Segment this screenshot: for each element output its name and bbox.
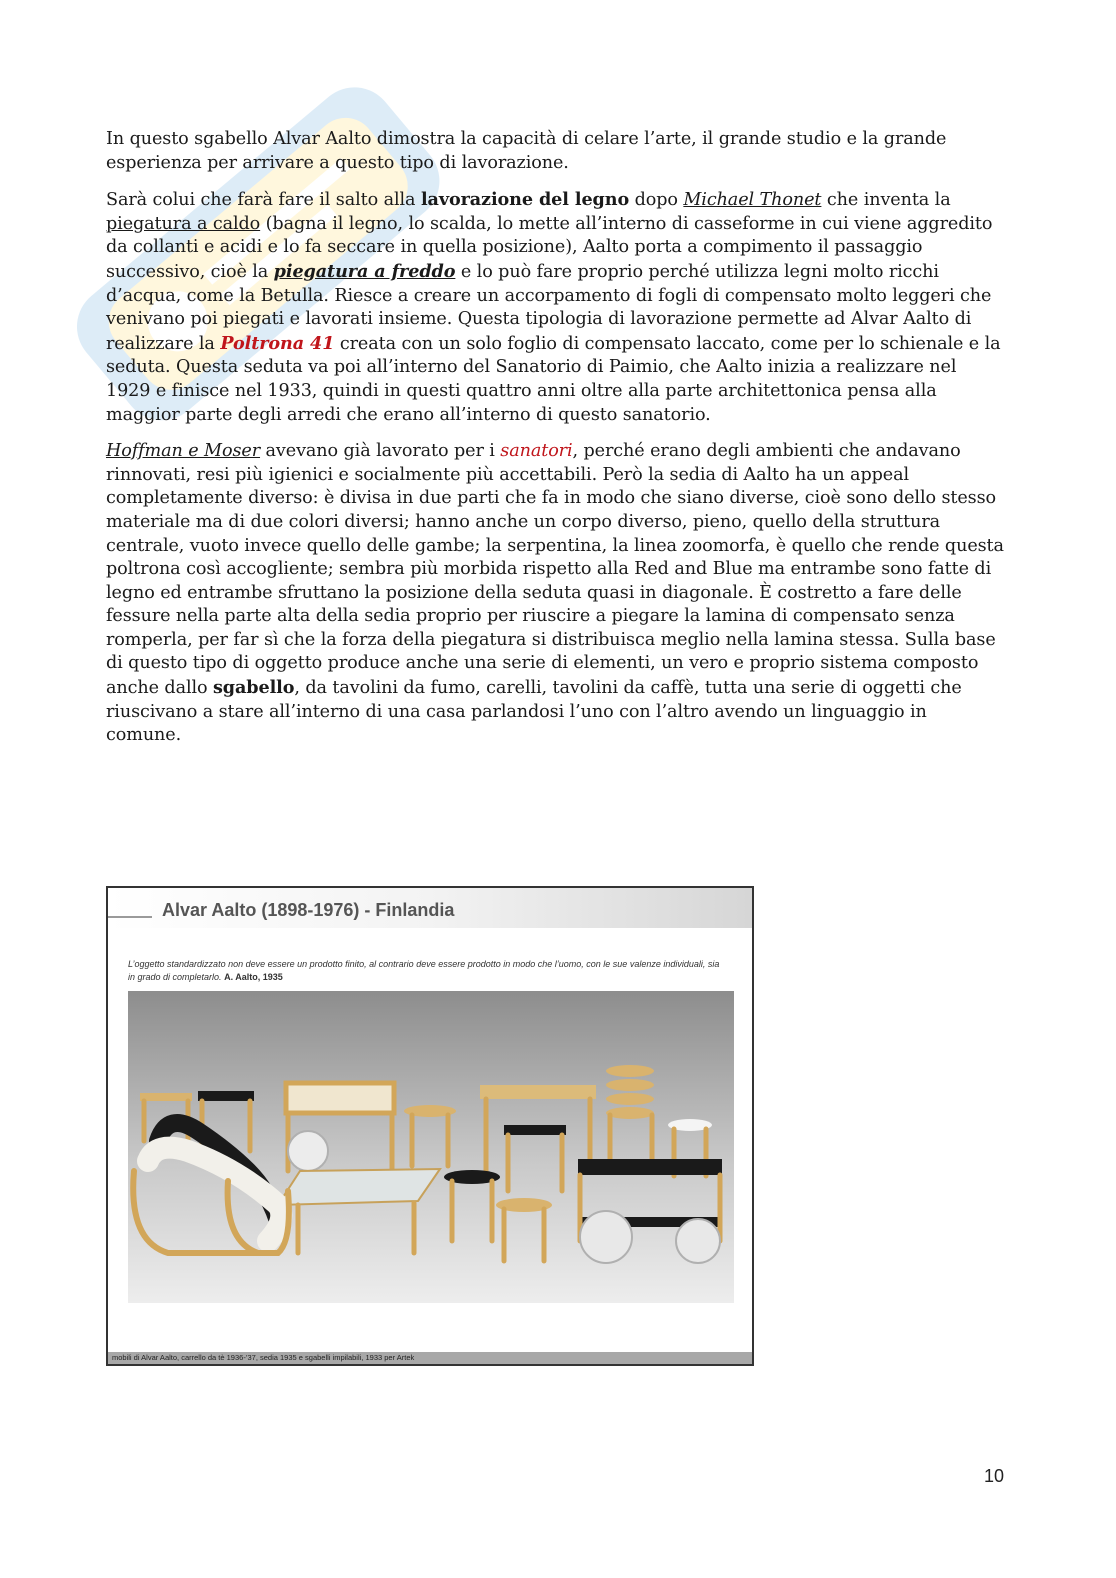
highlight-sanatori: sanatori bbox=[500, 441, 573, 462]
slide-header bbox=[108, 888, 752, 928]
paragraph-3: Hoffman e Moser avevano già lavorato per i sanatori, perché erano degli ambienti che andavano rinnovati, resi più igienici e socialmente più accettabili. Però la sedia di Aalto ha un appeal completamente diverso: è divisa in due parti che fa in modo che siano diverse, cioè sono dello stesso materiale ma di due colori diversi; hanno anche un corpo diverso, pieno, quello della struttura centrale, vuoto invece quello delle gambe; la serpentina, la linea zoomorfa, è quello che rende questa poltrona così accogliente; sembra più morbida rispetto alla Red and Blue ma entrambe sono fatte di legno ed entrambe sfruttano la posizione della seduta quasi in diagonale. È costretto a fare delle fessure nella parte alta della sedia proprio per riuscire a piegare la lamina di compensato senza romperla, per far sì che la forza della piegatura si distribuisca meglio nella lamina stessa. Sulla base di questo tipo di oggetto produce anche una serie di elementi, un vero e proprio sistema composto anche dallo sgabello, da tavolini da fumo, carelli, tavolini da caffè, tutta una serie di oggetti che riuscivano a stare all’interno di una casa parlandosi l’uno con l’altro avendo un linguaggio in comune. bbox=[106, 441, 1004, 746]
quote-author: A. Aalto, 1935 bbox=[224, 971, 283, 982]
slide-quote: L’oggetto standardizzato non deve essere un prodotto finito, al contrario deve essere prodotto in modo che l’uomo, con le sue valenze individuali, sia in grado di completarlo. A. Aalto, 1935 bbox=[128, 959, 720, 982]
link-piegatura-a-caldo[interactable]: piegatura a caldo bbox=[106, 213, 261, 234]
link-michael-thonet[interactable]: Michael Thonet bbox=[683, 190, 822, 211]
slide-caption: mobili di Alvar Aalto, carrello da tè 1936-’37, sedia 1935 e sgabelli impilabili, 1933 per Artek bbox=[108, 1352, 752, 1364]
slide-title: Alvar Aalto (1898-1976) - Finlandia bbox=[162, 900, 455, 920]
paragraph-1: In questo sgabello Alvar Aalto dimostra la capacità di celare l’arte, il grande studio e la grande esperienza per arrivare a questo tipo di lavorazione. bbox=[106, 129, 947, 173]
paragraph-2: Sarà colui che farà fare il salto alla lavorazione del legno dopo Michael Thonet che inventa la piegatura a caldo (bagna il legno, lo scalda, lo mette all’interno di casseforme in cui viene aggredito da collanti e acidi e lo fa seccare in quella posizione), Aalto porta a compimento il passaggio successivo, cioè la piegatura a freddo e lo può fare proprio perché utilizza legni molto ricchi d’acqua, come la Betulla. Riesce a creare un accorpamento di fogli di compensato molto leggeri che venivano poi piegati e lavorati insieme. Questa tipologia di lavorazione permette ad Alvar Aalto di realizzare la Poltrona 41 creata con un solo foglio di compensato laccato, come per lo schienale e la seduta. Questa seduta va poi all’interno del Sanatorio di Paimio, che Aalto inizia a realizzare nel 1929 e finisce nel 1933, quindi in questi quattro anni oltre alla parte architettonica pensa alla maggior parte degli arredi che erano all’interno di questo sanatorio. bbox=[106, 189, 1001, 425]
link-hoffman-e-moser[interactable]: Hoffman e Moser bbox=[106, 441, 261, 462]
slide-image bbox=[106, 886, 754, 1366]
document-body bbox=[106, 128, 1006, 761]
highlight-poltrona-41: Poltrona 41 bbox=[220, 332, 335, 354]
furniture-photo bbox=[128, 991, 734, 1303]
page-number: 10 bbox=[984, 1466, 1005, 1486]
link-piegatura-a-freddo[interactable]: piegatura a freddo bbox=[273, 260, 456, 282]
